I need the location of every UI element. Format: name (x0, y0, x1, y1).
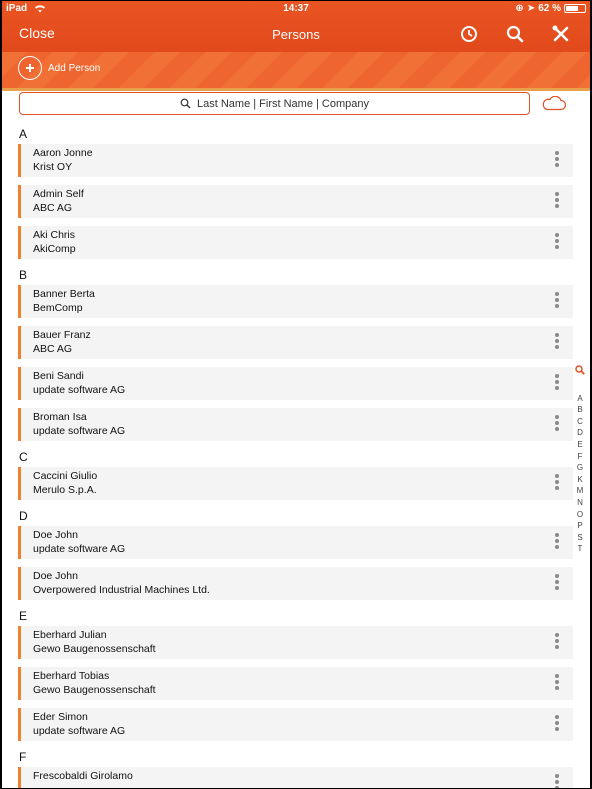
section-header: E (19, 609, 28, 623)
person-name: Banner Berta (33, 288, 95, 300)
person-name: Aki Chris (33, 229, 76, 241)
divider (2, 88, 590, 91)
index-letter[interactable]: M (576, 486, 584, 496)
person-row[interactable] (18, 367, 573, 400)
person-company: ABC AG (33, 343, 73, 355)
person-name: Doe John (33, 570, 78, 582)
add-person-button[interactable] (18, 56, 100, 80)
person-name: Doe John (33, 529, 78, 541)
more-options-icon[interactable] (555, 674, 560, 693)
cloud-icon[interactable] (541, 96, 567, 111)
search-input[interactable] (19, 92, 530, 115)
person-row[interactable] (18, 467, 573, 500)
person-name: Eder Simon (33, 711, 88, 723)
section-header: F (19, 750, 27, 764)
search-icon[interactable] (504, 23, 526, 45)
more-options-icon[interactable] (555, 774, 560, 788)
person-name: Caccini Giulio (33, 470, 98, 482)
index-search-icon[interactable] (575, 365, 585, 375)
person-company: Krist OY (33, 161, 73, 173)
person-name: Aaron Jonne (33, 147, 93, 159)
person-company: update software AG (33, 543, 126, 555)
person-company: Overpowered Industrial Machines Ltd. (33, 584, 210, 596)
person-row[interactable] (18, 408, 573, 441)
clock-icon[interactable] (458, 23, 480, 45)
battery-icon (564, 4, 586, 13)
index-letter[interactable]: A (577, 393, 583, 403)
person-row[interactable] (18, 185, 573, 218)
status-time: 14:37 (283, 3, 309, 14)
section-header: D (19, 509, 28, 523)
more-options-icon[interactable] (555, 633, 560, 652)
index-letter[interactable]: T (577, 544, 583, 554)
person-name: Beni Sandi (33, 370, 84, 382)
person-company: update software AG (33, 425, 126, 437)
more-options-icon[interactable] (555, 151, 560, 170)
section-header: A (19, 127, 28, 141)
person-row[interactable] (18, 285, 573, 318)
more-options-icon[interactable] (555, 574, 560, 593)
more-options-icon[interactable] (555, 292, 560, 311)
person-name: Frescobaldi Girolamo (33, 770, 133, 782)
index-letter[interactable]: F (577, 451, 583, 461)
close-button[interactable]: Close (19, 25, 55, 41)
alphabet-index[interactable] (573, 365, 587, 555)
person-name: Bauer Franz (33, 329, 91, 341)
person-list (2, 126, 574, 788)
section-header: C (19, 450, 28, 464)
person-row[interactable] (18, 526, 573, 559)
person-row[interactable] (18, 667, 573, 700)
person-name: Eberhard Tobias (33, 670, 110, 682)
person-company: BemComp (33, 302, 83, 314)
tools-icon[interactable] (550, 23, 572, 45)
add-person-label: Add Person (48, 62, 101, 74)
person-row[interactable] (18, 767, 573, 788)
location-icon: ➤ (526, 3, 536, 14)
person-company: ABC AG (33, 202, 73, 214)
person-company: Gewo Baugenossenschaft (33, 643, 156, 655)
more-options-icon[interactable] (555, 533, 560, 552)
person-company: update software AG (33, 725, 126, 737)
plus-icon (18, 56, 42, 80)
person-company: Gewo Baugenossenschaft (33, 684, 156, 696)
person-row[interactable] (18, 326, 573, 359)
index-letter[interactable]: S (577, 532, 583, 542)
person-row[interactable] (18, 567, 573, 600)
carrier-label: iPad (6, 3, 28, 14)
index-letter[interactable]: P (577, 521, 583, 531)
search-placeholder: Last Name | First Name | Company (197, 97, 369, 110)
person-name: Eberhard Julian (33, 629, 107, 641)
person-row[interactable] (18, 226, 573, 259)
index-letter[interactable]: D (577, 428, 583, 438)
more-options-icon[interactable] (555, 233, 560, 252)
battery-percent: 62 % (538, 3, 561, 14)
status-right (515, 3, 586, 14)
page-title: Persons (272, 27, 320, 42)
action-bar (2, 52, 590, 88)
search-field-icon (180, 98, 191, 109)
index-letter[interactable]: O (576, 509, 584, 519)
index-letter[interactable]: N (577, 497, 583, 507)
more-options-icon[interactable] (555, 374, 560, 393)
more-options-icon[interactable] (555, 715, 560, 734)
person-company: update software AG (33, 384, 126, 396)
person-company: AkiComp (33, 243, 76, 255)
more-options-icon[interactable] (555, 474, 560, 493)
index-letter[interactable]: B (577, 405, 583, 415)
person-name: Broman Isa (33, 411, 87, 423)
more-options-icon[interactable] (555, 415, 560, 434)
more-options-icon[interactable] (555, 192, 560, 211)
section-header: B (19, 268, 28, 282)
person-row[interactable] (18, 144, 573, 177)
index-letter[interactable]: G (576, 463, 584, 473)
index-letter[interactable]: E (577, 439, 583, 449)
index-letters (573, 393, 587, 555)
app-screen (2, 1, 590, 788)
person-row[interactable] (18, 626, 573, 659)
orientation-lock-icon: ⊕ (515, 3, 524, 14)
index-letter[interactable]: C (577, 416, 583, 426)
person-row[interactable] (18, 708, 573, 741)
person-company: Merulo S.p.A. (33, 484, 97, 496)
navigation-bar (2, 1, 590, 52)
index-letter[interactable]: K (577, 474, 583, 484)
person-name: Admin Self (33, 188, 84, 200)
more-options-icon[interactable] (555, 333, 560, 352)
